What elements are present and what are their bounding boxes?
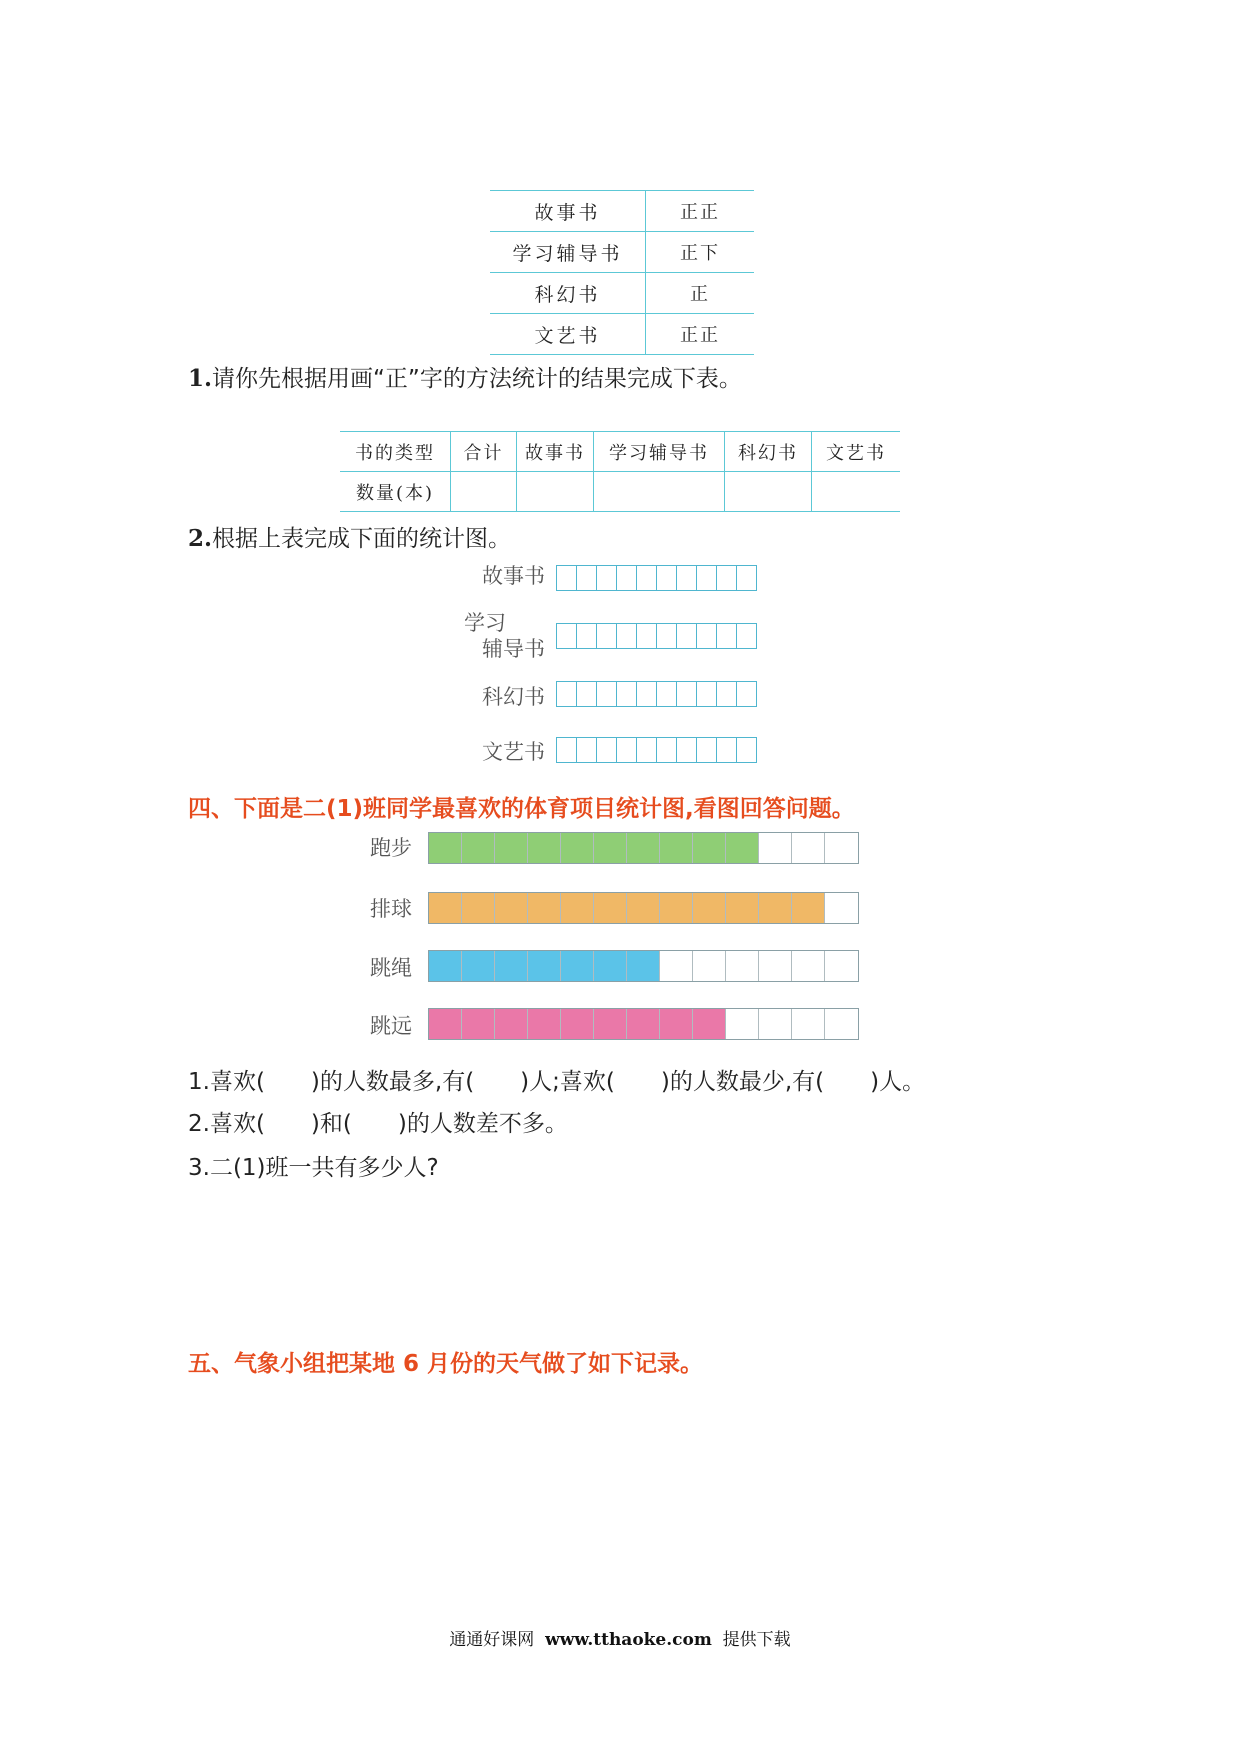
bar-label: 跳绳 (370, 956, 412, 980)
blank-box-row (556, 681, 757, 707)
question-number: 2. (188, 525, 213, 552)
question-text: 请你先根据用画“正”字的方法统计的结果完成下表。 (212, 366, 742, 392)
summary-blank-cell[interactable] (812, 472, 901, 512)
bar-cell-filled (561, 893, 594, 923)
blank-box[interactable] (597, 682, 617, 706)
footer-url[interactable]: www.tthaoke.com (545, 1630, 712, 1650)
bar-cell-filled (561, 951, 594, 981)
blank-box[interactable] (737, 682, 756, 706)
blank-box[interactable] (677, 738, 697, 762)
bar-cell-empty (759, 951, 792, 981)
blank-box[interactable] (617, 682, 637, 706)
bar-cell-filled (660, 893, 693, 923)
tally-table (490, 190, 754, 355)
tally-marks: 正 (690, 284, 710, 305)
answer-1: 1.喜欢( )的人数最多,有( )人;喜欢( )的人数最少,有( )人。 (188, 1069, 926, 1095)
tally-type: 科幻书 (490, 273, 646, 313)
tally-type: 文艺书 (490, 314, 646, 354)
bar-cell-filled (594, 833, 627, 863)
blank-box[interactable] (657, 738, 677, 762)
blank-box[interactable] (717, 738, 737, 762)
blank-box[interactable] (677, 566, 697, 590)
summary-header: 文艺书 (812, 432, 901, 472)
tally-row (490, 190, 754, 232)
question-1 (188, 360, 742, 393)
bar-cell-empty (792, 833, 825, 863)
blank-box[interactable] (657, 682, 677, 706)
blank-chart-label: 辅导书 (482, 637, 545, 661)
bar-cell-filled (792, 893, 825, 923)
summary-header: 科幻书 (725, 432, 812, 472)
bar-cell-empty (693, 951, 726, 981)
bar-cell-filled (594, 893, 627, 923)
bar-cell-filled (693, 1009, 726, 1039)
bar-cell-empty (726, 951, 759, 981)
blank-box[interactable] (637, 566, 657, 590)
blank-box-row (556, 565, 757, 591)
blank-chart-label: 故事书 (482, 564, 545, 588)
tally-type: 故事书 (490, 191, 646, 231)
summary-header: 合计 (451, 432, 517, 472)
blank-box[interactable] (577, 566, 597, 590)
tally-marks: 正正 (680, 325, 720, 346)
summary-header: 故事书 (517, 432, 594, 472)
bar-cell-filled (528, 1009, 561, 1039)
blank-box[interactable] (717, 566, 737, 590)
bar-row (428, 892, 859, 924)
footer (0, 1625, 1240, 1650)
blank-box-row (556, 737, 757, 763)
bar-cell-filled (429, 893, 462, 923)
blank-box-row (556, 623, 757, 649)
blank-box[interactable] (637, 624, 657, 648)
summary-row-label: 数量(本) (340, 472, 451, 512)
bar-label: 跳远 (370, 1014, 412, 1038)
bar-cell-empty (759, 833, 792, 863)
bar-cell-filled (726, 893, 759, 923)
blank-box[interactable] (617, 738, 637, 762)
summary-table (340, 431, 900, 512)
bar-cell-filled (627, 1009, 660, 1039)
bar-row (428, 950, 859, 982)
summary-blank-cell[interactable] (517, 472, 594, 512)
bar-cell-filled (693, 893, 726, 923)
blank-box[interactable] (637, 738, 657, 762)
summary-header: 学习辅导书 (594, 432, 725, 472)
tally-marks: 正下 (680, 243, 720, 264)
blank-box[interactable] (597, 566, 617, 590)
blank-box[interactable] (557, 682, 577, 706)
bar-cell-empty (759, 1009, 792, 1039)
blank-box[interactable] (657, 624, 677, 648)
section-5-title: 五、气象小组把某地 6 月份的天气做了如下记录。 (188, 1351, 704, 1377)
question-2 (188, 520, 511, 553)
bar-cell-filled (429, 833, 462, 863)
bar-cell-filled (627, 893, 660, 923)
blank-box[interactable] (677, 682, 697, 706)
bar-cell-filled (759, 893, 792, 923)
bar-cell-filled (462, 951, 495, 981)
bar-cell-filled (495, 1009, 528, 1039)
blank-box[interactable] (617, 566, 637, 590)
blank-box[interactable] (577, 738, 597, 762)
bar-row (428, 832, 859, 864)
tally-row (490, 232, 754, 273)
blank-box[interactable] (637, 682, 657, 706)
summary-blank-cell[interactable] (725, 472, 812, 512)
blank-box[interactable] (677, 624, 697, 648)
blank-box[interactable] (597, 738, 617, 762)
bar-cell-empty (825, 1009, 858, 1039)
bar-cell-filled (495, 833, 528, 863)
bar-cell-filled (660, 1009, 693, 1039)
bar-cell-empty (726, 1009, 759, 1039)
tally-type: 学习辅导书 (490, 232, 646, 272)
blank-box[interactable] (557, 738, 577, 762)
bar-cell-filled (627, 951, 660, 981)
summary-blank-cell[interactable] (451, 472, 517, 512)
blank-chart-label: 学习 (464, 611, 506, 635)
bar-cell-empty (660, 951, 693, 981)
bar-row (428, 1008, 859, 1040)
bar-cell-filled (462, 1009, 495, 1039)
question-number: 1. (188, 365, 213, 392)
bar-cell-filled (528, 951, 561, 981)
bar-label: 跑步 (370, 836, 412, 860)
tally-row (490, 273, 754, 314)
answer-2: 2.喜欢( )和( )的人数差不多。 (188, 1111, 568, 1137)
bar-cell-empty (825, 893, 858, 923)
bar-cell-empty (792, 1009, 825, 1039)
bar-cell-filled (495, 951, 528, 981)
blank-box[interactable] (737, 566, 756, 590)
blank-box[interactable] (697, 624, 717, 648)
tally-marks: 正正 (680, 202, 720, 223)
bar-cell-filled (429, 951, 462, 981)
bar-cell-filled (462, 893, 495, 923)
blank-box[interactable] (577, 682, 597, 706)
section-4-title: 四、下面是二(1)班同学最喜欢的体育项目统计图,看图回答问题。 (188, 796, 855, 822)
blank-box[interactable] (717, 624, 737, 648)
summary-blank-cell[interactable] (594, 472, 725, 512)
bar-cell-filled (462, 833, 495, 863)
bar-cell-filled (528, 893, 561, 923)
bar-cell-empty (825, 833, 858, 863)
bar-cell-filled (627, 833, 660, 863)
bar-cell-empty (792, 951, 825, 981)
bar-cell-empty (825, 951, 858, 981)
tally-row (490, 314, 754, 355)
blank-box[interactable] (737, 624, 756, 648)
bar-cell-filled (594, 1009, 627, 1039)
blank-box[interactable] (557, 624, 577, 648)
question-text: 根据上表完成下面的统计图。 (212, 526, 512, 552)
blank-box[interactable] (617, 624, 637, 648)
bar-cell-filled (660, 833, 693, 863)
footer-tail: 提供下载 (722, 1630, 791, 1650)
blank-box[interactable] (697, 682, 717, 706)
blank-box[interactable] (717, 682, 737, 706)
blank-box[interactable] (737, 738, 756, 762)
blank-box[interactable] (597, 624, 617, 648)
blank-box[interactable] (697, 738, 717, 762)
bar-cell-filled (726, 833, 759, 863)
bar-cell-filled (495, 893, 528, 923)
blank-chart-label: 文艺书 (482, 740, 545, 764)
blank-box[interactable] (577, 624, 597, 648)
footer-site: 通通好课网 (449, 1630, 535, 1650)
summary-header-row (340, 432, 900, 472)
bar-cell-filled (528, 833, 561, 863)
summary-header: 书的类型 (340, 432, 451, 472)
blank-box[interactable] (697, 566, 717, 590)
bar-cell-filled (594, 951, 627, 981)
bar-cell-filled (561, 1009, 594, 1039)
blank-box[interactable] (557, 566, 577, 590)
bar-label: 排球 (370, 897, 412, 921)
blank-chart-label: 科幻书 (482, 685, 545, 709)
answer-3: 3.二(1)班一共有多少人? (188, 1155, 439, 1181)
bar-cell-filled (693, 833, 726, 863)
bar-cell-filled (429, 1009, 462, 1039)
blank-box[interactable] (657, 566, 677, 590)
bar-cell-filled (561, 833, 594, 863)
summary-value-row (340, 472, 900, 512)
